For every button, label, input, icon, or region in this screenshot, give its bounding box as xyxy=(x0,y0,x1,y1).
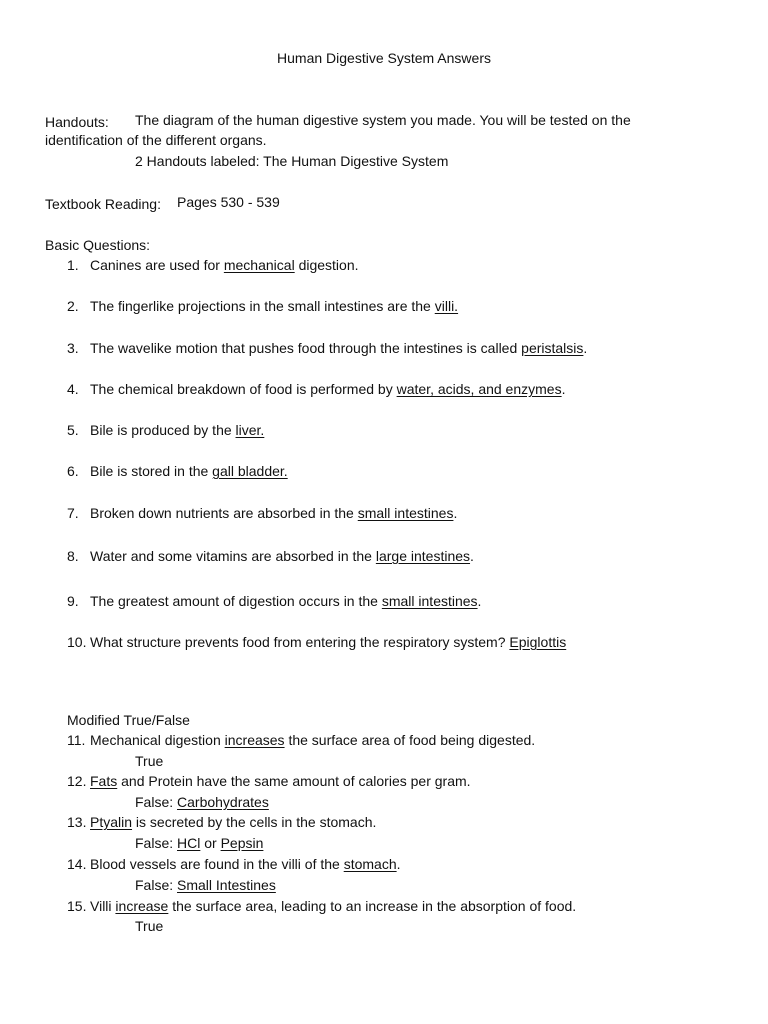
item-text: Water and some vitamins are absorbed in the large intestines. xyxy=(90,548,474,564)
answer: Fats xyxy=(90,773,118,789)
item-text: Fats and Protein have the same amount of calories per gram. xyxy=(90,773,471,789)
item-text: Bile is stored in the gall bladder. xyxy=(90,463,288,479)
list-item xyxy=(0,255,768,275)
item-number: 7. xyxy=(67,505,79,521)
handouts-line-3: 2 Handouts labeled: The Human Digestive System xyxy=(135,153,449,169)
handouts-line-1: The diagram of the human digestive system you made. You will be tested on the xyxy=(135,112,631,128)
item-number: 10. xyxy=(67,634,87,650)
list-item xyxy=(0,812,768,832)
item-text: Bile is produced by the liver. xyxy=(90,422,265,438)
list-item xyxy=(0,503,768,523)
textbook-label: Textbook Reading: xyxy=(45,196,161,212)
answer-line: False: HCl or Pepsin xyxy=(135,835,264,851)
answer: small intestines xyxy=(381,593,478,609)
handouts-label: Handouts: xyxy=(45,114,109,130)
item-text: Canines are used for mechanical digestion. xyxy=(90,257,359,273)
answer: large intestines xyxy=(375,548,471,564)
list-item xyxy=(0,461,768,481)
item-text: The fingerlike projections in the small intestines are the villi. xyxy=(90,298,459,314)
list-item xyxy=(0,730,768,750)
item-number: 9. xyxy=(67,593,79,609)
item-text: The greatest amount of digestion occurs in the small intestines. xyxy=(90,593,482,609)
item-text: Mechanical digestion increases the surface area of food being digested. xyxy=(90,732,536,748)
answer: increases xyxy=(224,732,285,748)
answer-line: True xyxy=(135,918,164,934)
list-item xyxy=(0,771,768,791)
item-number: 11. xyxy=(67,732,86,748)
answer: villi. xyxy=(434,298,459,314)
item-number: 4. xyxy=(67,381,79,397)
list-item xyxy=(0,338,768,358)
list-item xyxy=(0,296,768,316)
answer-line: True xyxy=(135,753,164,769)
item-number: 12. xyxy=(67,773,87,789)
item-text: The chemical breakdown of food is performed by water, acids, and enzymes. xyxy=(90,381,566,397)
answer: increase xyxy=(115,898,169,914)
item-number: 15. xyxy=(67,898,87,914)
list-item xyxy=(0,420,768,440)
item-number: 3. xyxy=(67,340,79,356)
list-item xyxy=(0,896,768,916)
answer: stomach xyxy=(343,856,397,872)
basic-questions-heading: Basic Questions: xyxy=(45,237,151,253)
list-item xyxy=(0,591,768,611)
modified-true-false-heading: Modified True/False xyxy=(67,712,190,728)
page-title: Human Digestive System Answers xyxy=(277,50,491,66)
answer: peristalsis xyxy=(521,340,584,356)
item-text: Broken down nutrients are absorbed in the small intestines. xyxy=(90,505,458,521)
answer: water, acids, and enzymes xyxy=(396,381,562,397)
list-item xyxy=(0,854,768,874)
item-number: 6. xyxy=(67,463,79,479)
answer: Epiglottis xyxy=(509,634,567,650)
list-item xyxy=(0,379,768,399)
answer: mechanical xyxy=(223,257,295,273)
item-number: 8. xyxy=(67,548,79,564)
answer-line: False: Small Intestines xyxy=(135,877,276,893)
answer: gall bladder. xyxy=(212,463,288,479)
item-number: 2. xyxy=(67,298,79,314)
textbook-value: Pages 530 - 539 xyxy=(177,194,280,210)
answer: small intestines xyxy=(357,505,454,521)
handouts-line-2: identification of the different organs. xyxy=(45,132,267,148)
item-text: The wavelike motion that pushes food through the intestines is called peristalsis. xyxy=(90,340,588,356)
list-item xyxy=(0,546,768,566)
answer: liver. xyxy=(235,422,265,438)
item-text: Villi increase the surface area, leading to an increase in the absorption of food. xyxy=(90,898,577,914)
list-item xyxy=(0,632,768,652)
item-number: 14. xyxy=(67,856,87,872)
item-number: 1. xyxy=(67,257,79,273)
answer: Ptyalin xyxy=(90,814,133,830)
item-text: What structure prevents food from entering the respiratory system? Epiglottis xyxy=(90,634,567,650)
item-number: 13. xyxy=(67,814,87,830)
item-text: Blood vessels are found in the villi of the stomach. xyxy=(90,856,401,872)
answer-line: False: Carbohydrates xyxy=(135,794,269,810)
item-text: Ptyalin is secreted by the cells in the stomach. xyxy=(90,814,377,830)
item-number: 5. xyxy=(67,422,79,438)
